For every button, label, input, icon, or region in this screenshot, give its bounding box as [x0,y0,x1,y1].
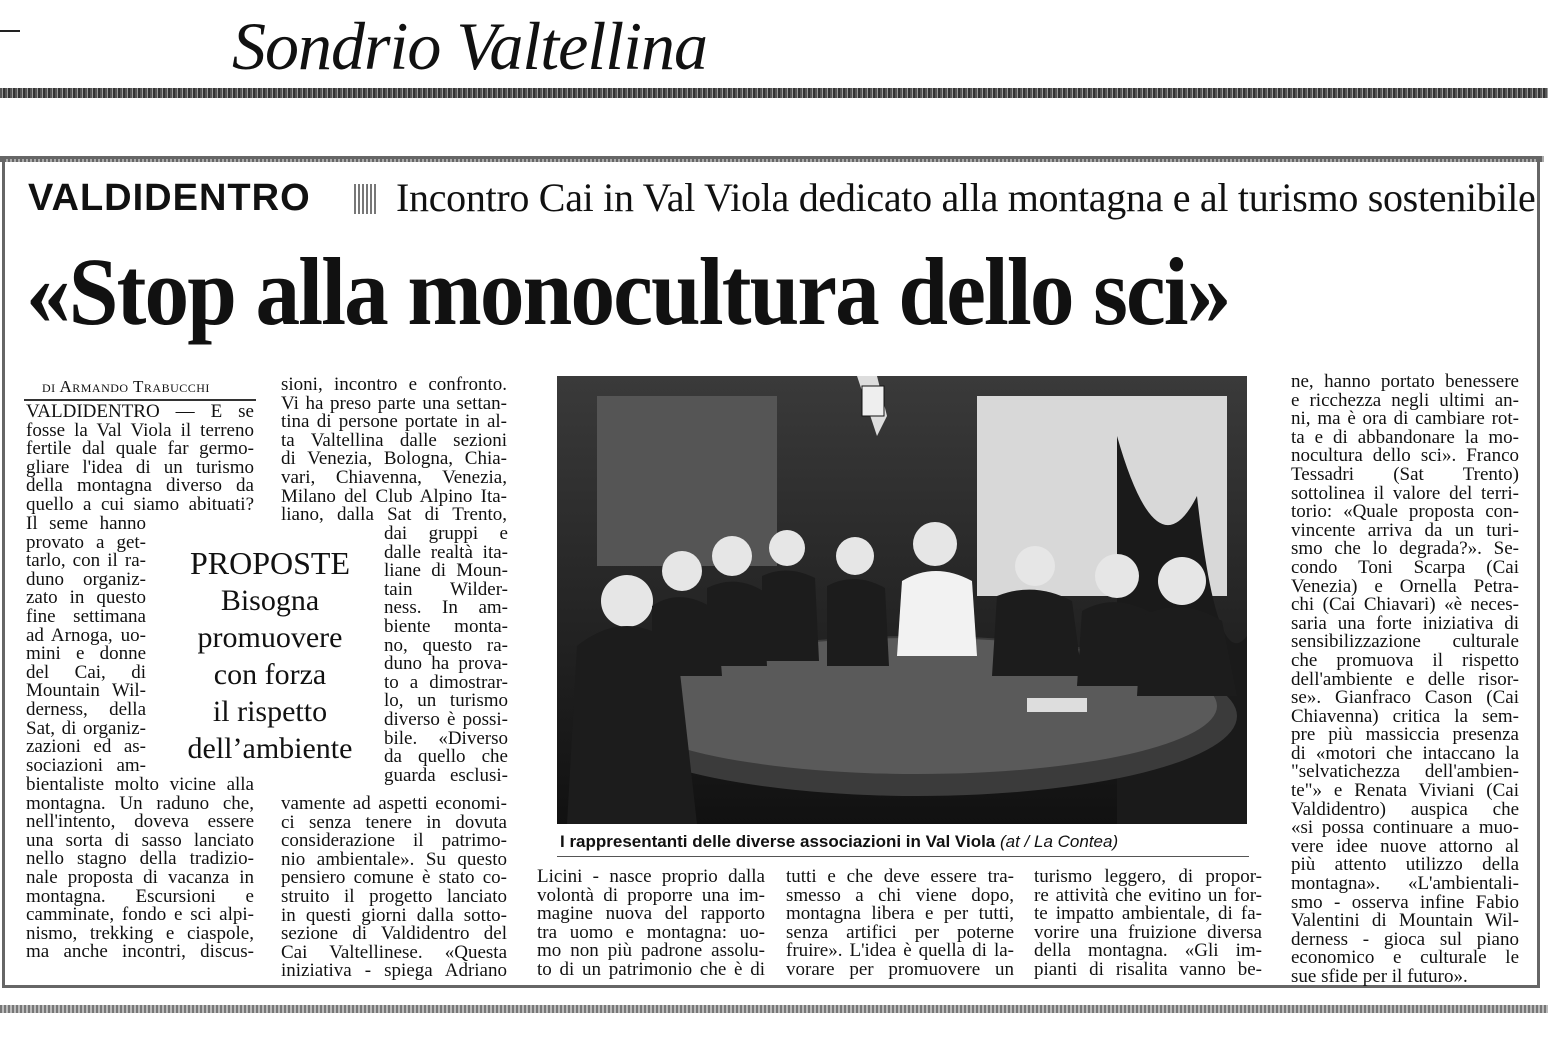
text-line: magine nuova del rapporto [537,903,765,925]
text-line: ta e di abbandonare la mo- [1291,426,1519,448]
text-line: dai gruppi e [384,523,508,544]
text-line: dalle realtà ita- [384,541,508,563]
text-line: montagna». «L'ambientali- [1291,873,1519,895]
caption-text: I rappresentanti delle diverse associazioni in Val Viola [560,832,996,851]
text-line: vere idee nuove attorno al [1291,835,1519,857]
text-line: nale proposta di vacanza in [26,866,254,888]
text-line: ta Valtellina dalle sezioni [281,429,507,451]
text-line: Vi ha preso parte una settan- [281,392,507,414]
text-line: sensibilizzazione culturale [1291,631,1519,653]
text-line: Tessadri (Sat Trento) [1291,463,1519,485]
text-line: smo - osserva infine Fabio [1291,891,1519,913]
text-line: nismo, trekking e ciaspole, [26,922,254,944]
text-line: mini e donne [26,643,146,665]
text-line: fertile dal quale far germo- [26,438,254,460]
text-line: tina di persone portate in al- [281,411,507,433]
text-line: tain Wilder- [384,578,508,600]
text-line: «si possa continuare a muo- [1291,817,1519,839]
text-line: di «motori che intaccano la [1291,742,1519,764]
text-line: e ricchezza negli ultimi an- [1291,389,1519,411]
column-4 [786,868,1014,980]
text-line: Il seme hanno [26,513,146,534]
text-line: montagna. Escursioni e [26,885,254,907]
text-line: vari, Chiavenna, Venezia, [281,466,507,488]
masthead-rule [0,88,1548,98]
text-line: nio ambientale». Su questo [281,848,507,870]
article-subtitle: Incontro Cai in Val Viola dedicato alla montagna e al turismo sostenibile [396,175,1536,220]
text-line: Licini - nasce proprio dalla [537,866,765,887]
text-line: derness - gioca sul piano [1291,928,1519,950]
text-line: derness, della [26,698,146,720]
text-line: Chiavenna) critica la sem- [1291,705,1519,727]
text-line: diverso è possi- [384,708,508,730]
text-line: ma anche incontri, discus- [26,941,254,963]
text-line: vamente ad aspetti economi- [281,793,507,814]
pullquote-line: Bisogna [220,584,320,617]
text-line: condo Toni Scarpa (Cai [1291,556,1519,578]
text-line: smesso a chi viene dopo, [786,884,1014,906]
text-line: tutti e che deve essere tra- [786,866,1014,887]
text-line: dell'ambiente e delle risor- [1291,668,1519,690]
text-line: che promuova il rispetto [1291,649,1519,671]
text-line: quello a cui siamo abituati? [26,493,254,515]
text-line: tarlo, con il ra- [26,550,146,572]
text-line: Mountain Wil- [26,680,146,702]
column-1-narrow [26,515,146,775]
text-line: smo che lo degrada?». Se- [1291,538,1519,560]
text-line: in questi giorni dalla sotto- [281,904,507,926]
text-line: te impatto ambientale, di fa- [1034,903,1262,925]
photo-image [557,376,1247,824]
text-line: ci senza tenere in dovuta [281,811,507,833]
pullquote-line: dell’ambiente [187,732,353,765]
column-2-top [281,376,507,525]
article-headline: «Stop alla monocultura dello sci» [26,238,1230,345]
text-line: montagna libera e per tutti, [786,903,1014,925]
text-line: chi (Cai Chiavari) «è neces- [1291,594,1519,616]
text-line: volontà di proporre una im- [537,884,765,906]
text-line: pensiero comune è stato co- [281,867,507,889]
text-line: nell'intento, doveva essere [26,811,254,833]
text-line: da quello che [384,746,508,768]
text-line: biente monta- [384,615,508,637]
text-line: Milano del Club Alpino Ita- [281,485,507,507]
byline [42,377,210,397]
text-line: del Cai, di [26,661,146,683]
text-line: duno ha prova- [384,653,508,675]
text-line: Valdidentro) auspica che [1291,798,1519,820]
text-line: camminate, fondo e sci alpi- [26,904,254,926]
text-line: sottolinea il valore del terri- [1291,482,1519,504]
text-line: ni, ma è ora di cambiare rot- [1291,408,1519,430]
text-line: te"» e Renata Viviani (Cai [1291,780,1519,802]
text-line: to di un patrimonio che è di [537,958,765,980]
pullquote-line: con forza [213,658,327,691]
byline-text: di Armando Trabucchi [42,377,210,396]
text-line: Venezia) e Ornella Petra- [1291,575,1519,597]
column-1-bottom [26,776,254,962]
text-line: nocultura dello sci». Franco [1291,445,1519,467]
bottom-rule [0,1005,1548,1013]
text-line: provato a get- [26,531,146,553]
text-line: no, questo ra- [384,634,508,656]
text-line: Cai Valtellinese. «Questa [281,941,507,963]
text-line: della montagna diverso da [26,475,254,497]
article-kicker: VALDIDENTRO [28,177,311,219]
text-line: sue sfide per il futuro». [1291,966,1468,987]
text-line: saria una forte iniziativa di [1291,612,1519,634]
text-line: gliare l'idea di un turismo [26,456,254,478]
text-line: vorire una fruizione diversa [1034,921,1262,943]
newspaper-section-title: Sondrio Valtellina [232,8,707,84]
text-line: turismo leggero, di propor- [1034,866,1262,887]
text-line: se». Gianfraco Cason (Cai [1291,687,1519,709]
pullquote-line: promuovere [197,621,343,654]
text-line: lo, un turismo [384,690,508,712]
column-3 [537,868,765,980]
column-5 [1034,868,1262,980]
text-line: fosse la Val Viola il terreno [26,419,254,441]
edge-mark [0,30,20,32]
text-line: fine settimana [26,605,146,627]
text-line: "selvatichezza dell'ambien- [1291,761,1519,783]
text-line: torio: «Quale proposta con- [1291,501,1519,523]
text-line: duno organiz- [26,568,146,590]
text-line: senza artifici per poterne [786,921,1014,943]
text-line: zazioni ed as- [26,736,146,758]
text-line: della montagna. «Gli im- [1034,940,1262,962]
pullquote [170,545,370,767]
text-line: bientaliste molto vicine alla [26,774,254,795]
text-line: pianti di risalita vanno be- [1034,958,1262,980]
text-line: più attento utilizzo della [1291,854,1519,876]
text-line: struito il progetto lanciato [281,885,507,907]
text-line: Valentini di Mountain Wil- [1291,910,1519,932]
column-6 [1291,373,1519,987]
text-line: ad Arnoga, uo- [26,624,146,646]
text-line: liano, dalla Sat di Trento, [281,504,507,526]
text-line: montagna. Un raduno che, [26,792,254,814]
column-1-top [26,403,254,515]
photo-credit: (at / La Contea) [1000,832,1119,851]
column-2-narrow [384,525,508,785]
text-line: fruire». L'idea è quella di la- [786,940,1014,962]
text-line: vorare per promuovere un [786,958,1014,980]
text-line: pre più massiccia presenza [1291,724,1519,746]
text-line: ness. In am- [384,597,508,619]
caption-rule [557,856,1249,857]
text-line: bile. «Diverso [384,727,508,749]
text-line: ne, hanno portato benessere [1291,371,1519,392]
photo-caption [560,832,1118,852]
text-line: considerazione il patrimo- [281,830,507,852]
text-line: nello stagno della tradizio- [26,848,254,870]
text-line: Sat, di organiz- [26,717,146,739]
kicker-separator [354,184,378,214]
pullquote-title: PROPOSTE [189,545,351,581]
text-line: mo non più padrone assolu- [537,940,765,962]
text-line: sociazioni am- [26,754,146,776]
column-2-bottom [281,795,507,981]
text-line: sioni, incontro e confronto. [281,374,507,395]
text-line: iniziativa - spiega Adriano [281,960,507,982]
text-line: una sorta di sasso lanciato [26,829,254,851]
text-line: zato in questo [26,587,146,609]
text-line: economico e culturale le [1291,947,1519,969]
text-line: tra uomo e montagna: uo- [537,921,765,943]
text-line: di Venezia, Bologna, Chia- [281,448,507,470]
pullquote-line: il rispetto [212,695,328,728]
text-line: vincente arriva da un turi- [1291,519,1519,541]
text-line: liane di Moun- [384,560,508,582]
text-line: re attività che evitino un for- [1034,884,1262,906]
group-photo [557,376,1247,824]
text-line: to a dimostrar- [384,671,508,693]
text-line: VALDIDENTRO — E se [26,401,254,422]
text-line: guarda esclusi- [384,764,508,786]
text-line: sezione di Valdidentro del [281,923,507,945]
